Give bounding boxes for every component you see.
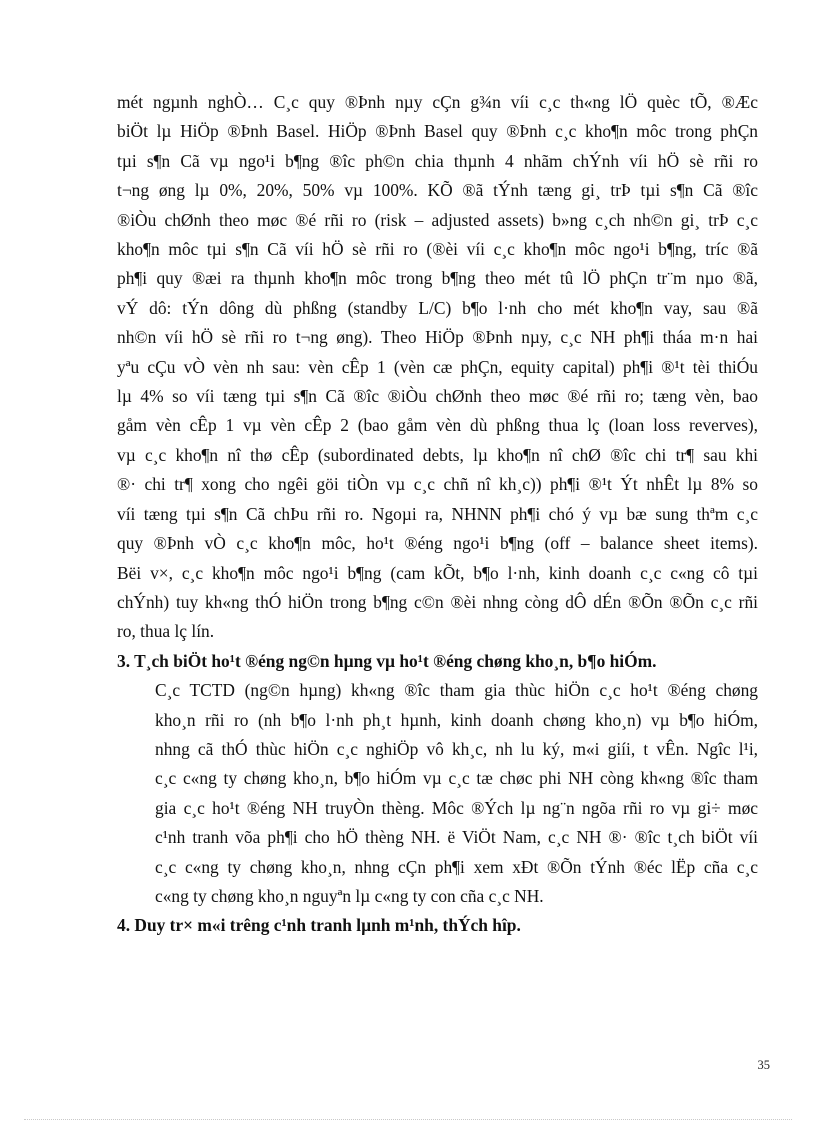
text-line: c¸c c«ng ty chøng kho¸n, b¶o hiÓm vµ c¸c tæ chøc phi NH còng kh«ng ®îc tham <box>155 768 758 789</box>
text-line: c¸c c«ng ty chøng kho¸n, nhng cÇn ph¶i xem xÐt ®Õn tÝnh ®éc lËp cña c¸c <box>155 856 758 877</box>
text-line: Bëi v×, c¸c kho¶n môc ngo¹i b¶ng (cam kÕt, b¶o l·nh, kinh doanh c¸c c«ng cô tµi <box>117 562 758 583</box>
text-line: ®iÒu chØnh theo møc ®é rñi ro (risk – adjusted assets) b»ng c¸ch nh©n gi¸ trÞ c¸c <box>117 209 758 230</box>
text-line: t¬ng øng lµ 0%, 20%, 50% vµ 100%. KÕ ®ã tÝnh tæng gi¸ trÞ tµi s¶n Cã ®îc <box>117 180 758 201</box>
text-line: c¹nh tranh võa ph¶i cho hÖ thèng NH. ë ViÖt Nam, c¸c NH ®· ®îc t¸ch biÖt víi <box>155 827 758 848</box>
text-line: nh©n víi hÖ sè rñi ro t¬ng øng). Theo HiÖp ®Þnh nµy, c¸c NH ph¶i tháa m·n hai <box>117 327 758 348</box>
footer-divider <box>24 1119 792 1120</box>
paragraph-separation-of-activities <box>117 676 758 911</box>
section-heading-4: 4. Duy tr× m«i trêng c¹nh tranh lµnh m¹nh, thÝch hîp. <box>117 915 521 936</box>
text-line: ph¶i quy ®æi ra thµnh kho¶n môc trong b¶ng theo mét tû lÖ phÇn tr¨m nµo ®ã, <box>117 268 758 289</box>
text-line: quy ®Þnh vÒ c¸c kho¶n môc, ho¹t ®éng ngo¹i b¶ng (off – balance sheet items). <box>117 533 758 554</box>
section-heading-3: 3. T¸ch biÖt ho¹t ®éng ng©n hµng vµ ho¹t ®éng chøng kho¸n, b¶o hiÓm. <box>117 650 657 671</box>
text-line: biÖt lµ HiÖp ®Þnh Basel. HiÖp ®Þnh Basel quy ®Þnh c¸c kho¶n môc trong phÇn <box>117 121 758 142</box>
text-line: vµ c¸c kho¶n nî thø cÊp (subordinated debts, lµ kho¶n nî chØ ®îc chi tr¶ sau khi <box>117 444 758 465</box>
text-line: víi tæng tµi s¶n Cã chÞu rñi ro. Ngoµi ra, NHNN ph¶i chó ý vµ bæ sung thªm c¸c <box>117 503 758 524</box>
page-number: 35 <box>757 1058 770 1072</box>
text-line: kho¸n rñi ro (nh b¶o l·nh ph¸t hµnh, kinh doanh chøng kho¸n) vµ b¶o hiÓm, <box>155 709 758 730</box>
text-line: chÝnh) tuy kh«ng thÓ hiÖn trong b¶ng c©n ®èi nhng còng dÔ dÉn ®Õn ®Õn c¸c rñi <box>117 591 758 612</box>
text-line: ro, thua lç lín. <box>117 621 215 642</box>
text-line: gia c¸c ho¹t ®éng NH truyÒn thèng. Môc ®Ých lµ ng¨n ngõa rñi ro vµ gi÷ møc <box>155 797 758 818</box>
text-line: yªu cÇu vÒ vèn nh sau: vèn cÊp 1 (vèn cæ phÇn, equity capital) ph¶i ®¹t tèi thiÓu <box>117 356 758 377</box>
text-line: kho¶n môc tµi s¶n Cã víi hÖ sè rñi ro (®èi víi c¸c kho¶n môc ngo¹i b¶ng, tríc ®ã <box>117 239 758 260</box>
text-line: ®· chi tr¶ xong cho ngêi göi tiÒn vµ c¸c chñ nî kh¸c)) ph¶i ®¹t Ýt nhÊt lµ 8% so <box>117 474 758 495</box>
text-line: lµ 4% so víi tæng tµi s¶n Cã ®îc ®iÒu chØnh theo møc ®é rñi ro; tæng vèn, bao <box>117 386 758 407</box>
text-line: mét ngµnh nghÒ… C¸c quy ®Þnh nµy cÇn g¾n víi c¸c th«ng lÖ quèc tÕ, ®Æc <box>117 92 758 112</box>
text-line: gåm vèn cÊp 1 vµ vèn cÊp 2 (bao gåm vèn dù phßng thua lç (loan loss reverves), <box>117 415 758 436</box>
text-line: vÝ dô: tÝn dông dù phßng (standby L/C) b¶o l·nh cho mét kho¶n vay, sau ®ã <box>117 297 758 318</box>
text-line: c«ng ty chøng kho¸n nguyªn lµ c«ng ty con cña c¸c NH. <box>155 885 544 906</box>
paragraph-basel-regulations <box>117 88 758 647</box>
text-line: C¸c TCTD (ng©n hµng) kh«ng ®îc tham gia thùc hiÖn c¸c ho¹t ®éng chøng <box>155 680 758 701</box>
text-line: tµi s¶n Cã vµ ngo¹i b¶ng ®îc ph©n chia thµnh 4 nhãm chÝnh víi hÖ sè rñi ro <box>117 150 758 171</box>
page-content <box>117 88 758 941</box>
text-line: nhng cã thÓ thùc hiÖn c¸c nghiÖp vô kh¸c, nh lu ký, m«i giíi, t vÊn. Ngîc l¹i, <box>155 738 758 759</box>
